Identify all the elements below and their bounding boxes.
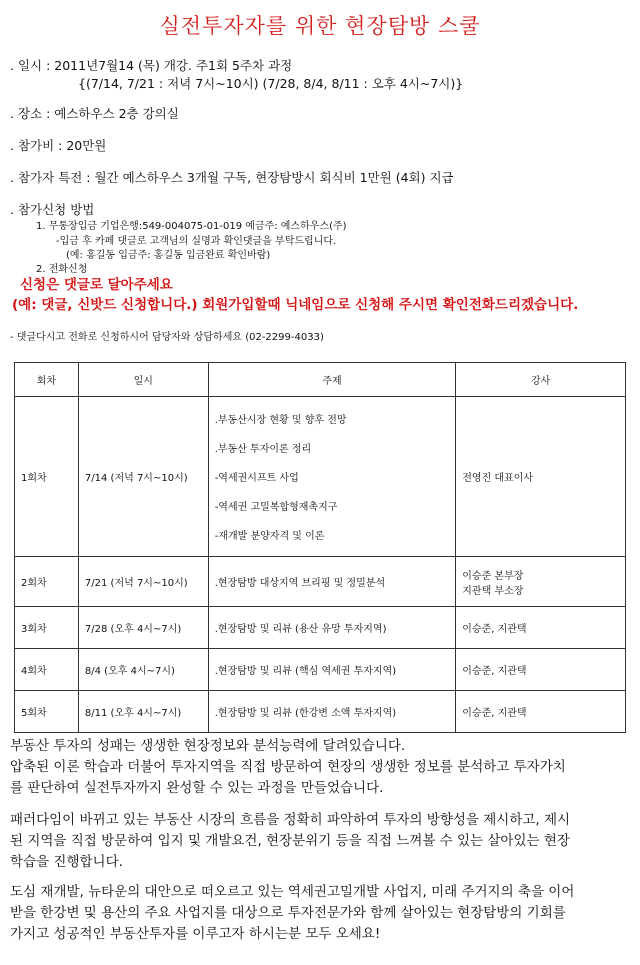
info-apply-heading: . 참가신청 방법 [10,202,95,217]
info-fee: . 참가비 : 20만원 [10,138,107,153]
lecturer-cell: 이승준, 지관택 [456,691,626,733]
lecturer-cell [456,397,626,557]
time-cell: 8/11 (오후 4시~7시) [78,691,208,733]
topic-cell: .현장탐방 및 리뷰 (한강변 소액 투자지역) [208,691,456,733]
session-cell: 5회차 [15,691,79,733]
page-title: 실전투자자를 위한 현장탐방 스쿨 [159,14,481,38]
session-cell: 4회차 [15,649,79,691]
lecturer-name: 이승준 본부장 [462,570,524,582]
paragraph-line: 를 판단하여 실전투자까지 완성할 수 있는 과정을 만들었습니다. [10,780,384,796]
info-date: . 일시 : 2011년7월14 (목) 개강. 주1회 5주차 과정 [10,58,293,73]
topic-cell: .현장탐방 및 리뷰 (용산 유망 투자지역) [208,607,456,649]
topic-cell: .현장탐방 대상지역 브리핑 및 정밀분석 [208,557,456,607]
lecturer-cell: 이승준, 지관택 [456,649,626,691]
paragraph-line: 된 지역을 직접 방문하여 입지 및 개발요건, 현장분위기 등을 직접 느껴볼 수 있는 살아있는 현장 [10,833,570,849]
info-apply-example: (예: 홍길동 입금주: 홍길동 입금완료 확인바람) [66,250,271,261]
contact-line: - 댓글다시고 전화로 신청하시어 담당자와 상담하세요 (02-2299-4033) [10,332,324,343]
time-cell: 8/4 (오후 4시~7시) [78,649,208,691]
topic-cell [208,397,456,557]
paragraph-line: 도심 재개발, 뉴타운의 대안으로 떠오르고 있는 역세권고밀개발 사업지, 미래 주거지의 축을 이어 [10,884,575,900]
time-cell: 7/21 (저녁 7시~10시) [78,557,208,607]
header-time: 일시 [78,363,208,397]
info-benefit: . 참가자 특전 : 월간 예스하우스 3개월 구독, 현장탐방시 회식비 1만원 (4회) 지급 [10,170,454,185]
paragraph-line: 가지고 성공적인 부동산투자를 이루고자 하시는분 모두 오세요! [10,926,381,942]
info-apply-bank: 1. 무통장입금 기업은행:549-004075-01-019 예금주: 예스하우스(주) [36,221,347,232]
lecturer-cell [456,557,626,607]
notice-example: (예: 댓글, 신밧드 신청합니다.) 회원가입할때 닉네임으로 신청해 주시면 확인전화드리겠습니다. [12,297,579,313]
topic-item: -역세권 고밀복합형재촉지구 [214,502,338,513]
paragraph-line: 부동산 투자의 성패는 생생한 현장정보와 분석능력에 달려있습니다. [10,738,406,754]
info-date-detail: {(7/14, 7/21 : 저녁 7시~10시) (7/28, 8/4, 8/11 : 오후 4시~7시)} [78,76,464,91]
session-cell: 1회차 [15,397,79,557]
info-place: . 장소 : 예스하우스 2층 강의실 [10,106,179,121]
topic-item: .부동산 투자이론 정리 [214,444,312,455]
table-row [15,397,626,557]
lecturer-cell: 이승준, 지관택 [456,607,626,649]
time-cell: 7/28 (오후 4시~7시) [78,607,208,649]
paragraph-line: 학습을 진행합니다. [10,854,123,870]
table-row [15,607,626,649]
lecturer-name: 지관택 부소장 [462,585,524,597]
info-apply-phone: 2. 전화신청 [36,264,88,275]
paragraph-line: 압축된 이론 학습과 더불어 투자지역을 직접 방문하여 현장의 생생한 정보를 분석하고 투자가치 [10,759,566,775]
lecturer-name: 전영진 대표이사 [462,473,534,484]
header-session: 회차 [15,363,79,397]
topic-item: -역세권시프트 사업 [214,473,299,484]
intro-paragraph-2 [10,810,630,873]
topic-item: .부동산시장 현황 및 향후 전망 [214,415,347,426]
paragraph-line: 패러다임이 바뀌고 있는 부동산 시장의 흐름을 정확히 파악하여 투자의 방향성을 제시하고, 제시 [10,812,571,828]
time-cell: 7/14 (저녁 7시~10시) [78,397,208,557]
info-apply-note: -입금 후 카페 댓글로 고객님의 실명과 확인댓글을 부탁드립니다. [56,236,337,247]
intro-paragraph-3 [10,882,630,945]
intro-paragraph-1 [10,736,630,799]
table-row [15,649,626,691]
session-cell: 3회차 [15,607,79,649]
topic-cell: .현장탐방 및 리뷰 (핵심 역세권 투자지역) [208,649,456,691]
table-row [15,557,626,607]
schedule-table [14,362,626,733]
topic-item: -재개발 분양자격 및 이론 [214,531,325,542]
notice-reply: 신청은 댓글로 달아주세요 [20,277,173,293]
table-header-row [15,363,626,397]
header-lecturer: 강사 [456,363,626,397]
session-cell: 2회차 [15,557,79,607]
paragraph-line: 받을 한강변 및 용산의 주요 사업지를 대상으로 투자전문가와 함께 살아있는 현장탐방의 기회를 [10,905,566,921]
table-row [15,691,626,733]
header-topic: 주제 [208,363,456,397]
